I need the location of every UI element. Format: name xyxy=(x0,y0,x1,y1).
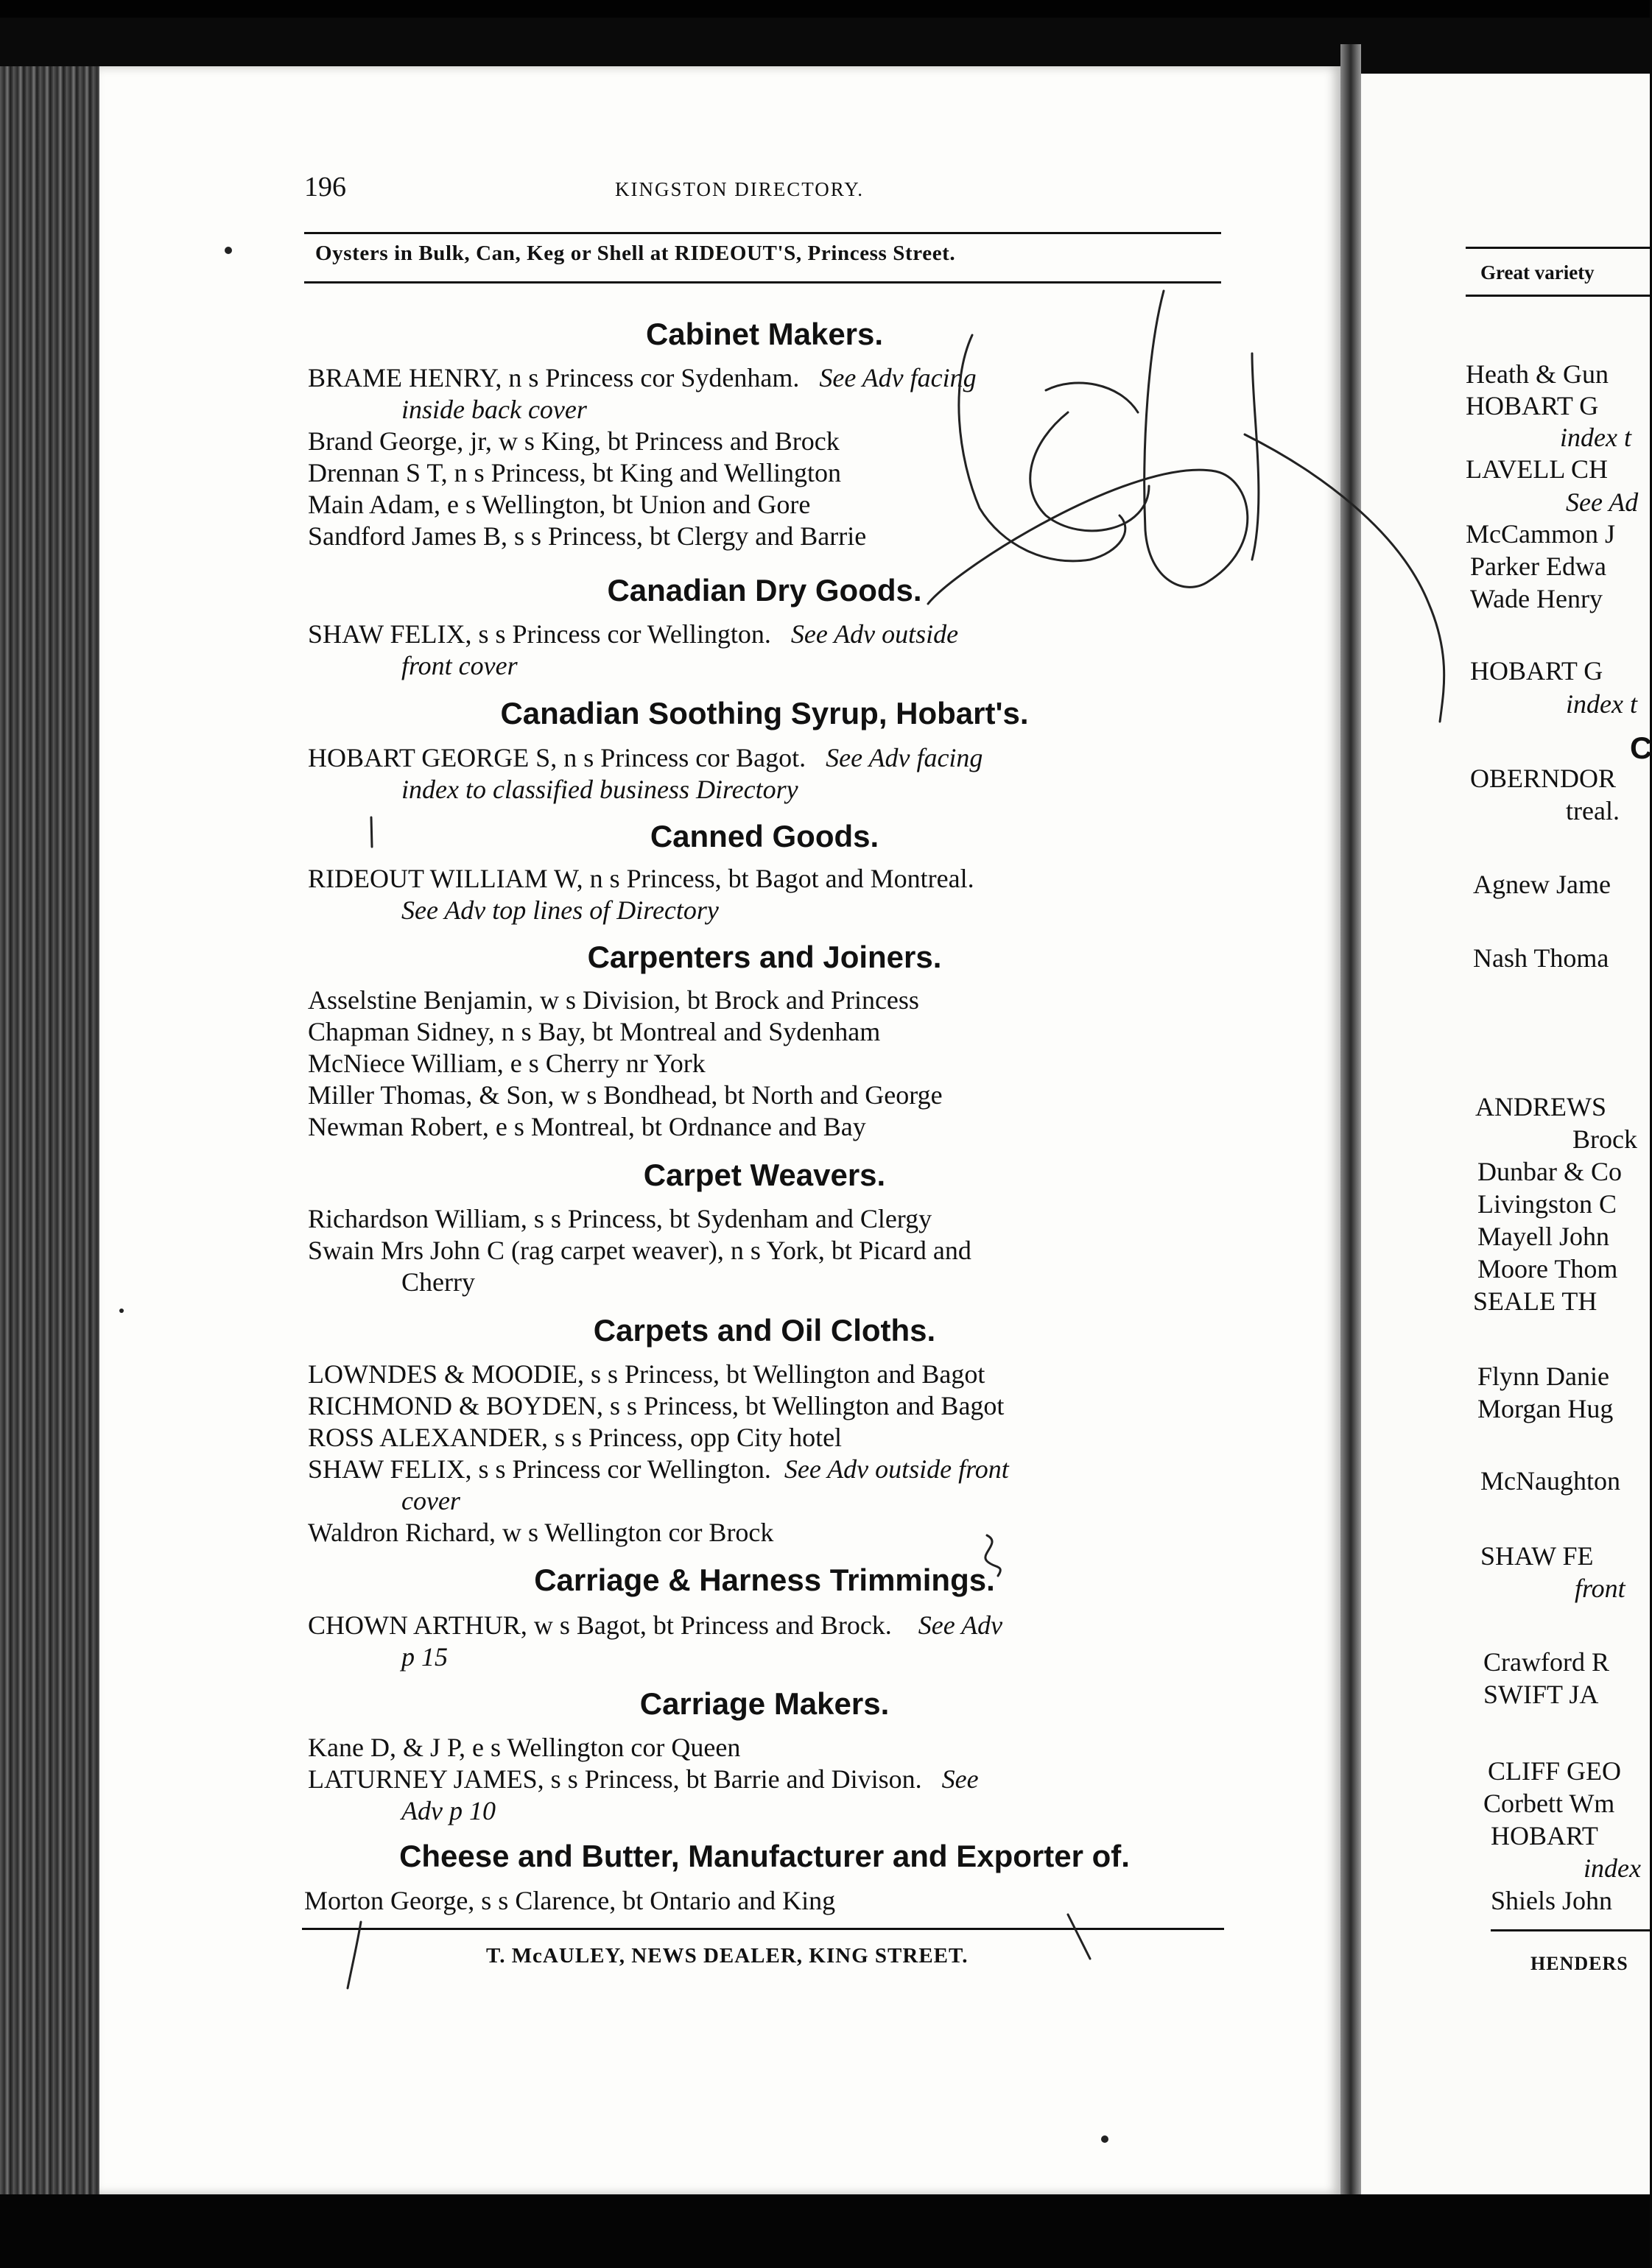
right-entry: CLIFF GEO xyxy=(1488,1756,1622,1786)
right-entry: SEALE TH xyxy=(1473,1286,1597,1316)
directory-entry: Chapman Sidney, n s Bay, bt Montreal and Sydenham xyxy=(308,1017,881,1046)
section-heading: Canadian Soothing Syrup, Hobart's. xyxy=(500,696,1029,730)
right-entry: Flynn Danie xyxy=(1477,1362,1609,1391)
right-entry: Heath & Gun xyxy=(1466,359,1609,389)
scan-top-edge xyxy=(0,0,1650,18)
header-rule-top xyxy=(304,232,1221,234)
right-entry: Brock xyxy=(1572,1124,1637,1154)
book-gutter xyxy=(1340,44,1361,2194)
section-heading: Carpet Weavers. xyxy=(643,1158,886,1192)
directory-entry: Richardson William, s s Princess, bt Sydenham and Clergy xyxy=(308,1204,932,1233)
right-entry: HOBART G xyxy=(1470,656,1603,686)
book-binding-edge xyxy=(0,66,99,2194)
right-entry: Moore Thom xyxy=(1477,1254,1618,1283)
right-entry: McNaughton xyxy=(1480,1466,1620,1496)
right-entry: HOBART G xyxy=(1466,391,1599,420)
entry-continuation: Cherry xyxy=(401,1267,475,1297)
section-heading: Cheese and Butter, Manufacturer and Exporter of. xyxy=(399,1839,1130,1873)
directory-entry: LOWNDES & MOODIE, s s Princess, bt Wellington and Bagot xyxy=(308,1359,985,1389)
directory-entry: Morton George, s s Clarence, bt Ontario and King xyxy=(304,1886,836,1915)
directory-entry: RICHMOND & BOYDEN, s s Princess, bt Wellington and Bagot xyxy=(308,1391,1005,1420)
right-entry: index t xyxy=(1560,423,1631,452)
directory-entry: Kane D, & J P, e s Wellington cor Queen xyxy=(308,1733,741,1762)
directory-entry: Brand George, jr, w s King, bt Princess and Brock xyxy=(308,426,840,456)
right-entry: Livingston C xyxy=(1477,1189,1617,1219)
right-entry: OBERNDOR xyxy=(1470,764,1617,793)
right-entry: index t xyxy=(1566,689,1637,719)
running-head: KINGSTON DIRECTORY. xyxy=(615,178,865,200)
right-advert-banner: Great variety xyxy=(1480,261,1595,284)
entry-continuation: cover xyxy=(401,1486,460,1515)
right-entry: Shiels John xyxy=(1491,1886,1613,1915)
right-entry: Crawford R xyxy=(1483,1647,1609,1677)
directory-entry: Swain Mrs John C (rag carpet weaver), n s York, bt Picard and xyxy=(308,1236,971,1265)
right-entry: Mayell John xyxy=(1477,1222,1609,1251)
directory-entry: McNiece William, e s Cherry nr York xyxy=(308,1049,706,1078)
entry-continuation: Adv p 10 xyxy=(401,1796,496,1825)
right-entry: SHAW FE xyxy=(1480,1541,1594,1571)
right-entry: Agnew Jame xyxy=(1473,870,1611,899)
right-entry: index xyxy=(1584,1853,1641,1883)
right-entry: Parker Edwa xyxy=(1470,552,1606,581)
section-heading: Carpenters and Joiners. xyxy=(587,940,942,974)
section-heading: Carriage Makers. xyxy=(639,1686,890,1721)
directory-entry: LATURNEY JAMES, s s Princess, bt Barrie and Divison. See xyxy=(308,1764,979,1794)
right-footer-rule xyxy=(1491,1929,1650,1931)
directory-entry: BRAME HENRY, n s Princess cor Sydenham. See Adv facing xyxy=(308,363,977,392)
right-header-rule-bottom xyxy=(1466,295,1650,297)
directory-entry: RIDEOUT WILLIAM W, n s Princess, bt Bagot and Montreal. xyxy=(308,864,974,893)
section-heading: Carpets and Oil Cloths. xyxy=(593,1313,936,1348)
section-heading: Cabinet Makers. xyxy=(645,317,884,351)
directory-entry: SHAW FELIX, s s Princess cor Wellington. See Adv outside front xyxy=(308,1454,1009,1484)
entry-continuation: See Adv top lines of Directory xyxy=(401,895,719,925)
directory-entry: SHAW FELIX, s s Princess cor Wellington. See Adv outside xyxy=(308,619,959,649)
entry-continuation: front cover xyxy=(401,651,518,680)
right-entry: Wade Henry xyxy=(1470,584,1603,613)
header-rule-bottom xyxy=(304,281,1221,284)
right-entry: SWIFT JA xyxy=(1483,1680,1599,1709)
entry-continuation: p 15 xyxy=(401,1642,448,1672)
entry-continuation: index to classified business Directory xyxy=(401,775,798,804)
right-entry: Morgan Hug xyxy=(1477,1394,1614,1423)
directory-entry: ROSS ALEXANDER, s s Princess, opp City hotel xyxy=(308,1423,843,1452)
directory-entry: Newman Robert, e s Montreal, bt Ordnance and Bay xyxy=(308,1112,866,1141)
advert-banner-top: Oysters in Bulk, Can, Keg or Shell at RIDEOUT'S, Princess Street. xyxy=(315,242,956,265)
right-entry: Nash Thoma xyxy=(1473,943,1609,973)
right-entry: Dunbar & Co xyxy=(1477,1157,1622,1186)
directory-entry: Drennan S T, n s Princess, bt King and Wellington xyxy=(308,458,842,487)
section-heading: Canadian Dry Goods. xyxy=(607,573,922,608)
right-header-rule xyxy=(1466,247,1650,249)
directory-entry: Asselstine Benjamin, w s Division, bt Brock and Princess xyxy=(308,985,919,1015)
directory-entry: Main Adam, e s Wellington, bt Union and Gore xyxy=(308,490,811,519)
directory-entry: HOBART GEORGE S, n s Princess cor Bagot. See Adv facing xyxy=(308,743,983,772)
right-entry: front xyxy=(1575,1574,1625,1603)
page-number: 196 xyxy=(304,172,346,202)
right-entry: Corbett Wm xyxy=(1483,1789,1615,1818)
right-entry: LAVELL CH xyxy=(1466,454,1608,484)
directory-entry: Sandford James B, s s Princess, bt Clergy and Barrie xyxy=(308,521,867,551)
advert-footer: T. McAULEY, NEWS DEALER, KING STREET. xyxy=(486,1944,969,1968)
right-entry: See Ad xyxy=(1566,487,1639,517)
right-entry: treal. xyxy=(1566,796,1620,825)
section-heading: Carriage & Harness Trimmings. xyxy=(534,1563,995,1597)
footer-rule xyxy=(302,1928,1224,1930)
right-advert-footer: HENDERS xyxy=(1530,1953,1628,1974)
right-section-heading: C xyxy=(1630,730,1652,765)
entry-continuation: inside back cover xyxy=(401,395,587,424)
right-entry: ANDREWS xyxy=(1475,1092,1606,1121)
section-heading: Canned Goods. xyxy=(650,819,879,853)
directory-entry: CHOWN ARTHUR, w s Bagot, bt Princess and Brock. See Adv xyxy=(308,1610,1003,1640)
right-entry: HOBART xyxy=(1491,1821,1598,1850)
right-entry: McCammon J xyxy=(1466,519,1615,549)
directory-entry: Miller Thomas, & Son, w s Bondhead, bt North and George xyxy=(308,1080,943,1110)
directory-entry: Waldron Richard, w s Wellington cor Brock xyxy=(308,1518,774,1547)
scan-bottom-edge xyxy=(0,2194,1650,2268)
